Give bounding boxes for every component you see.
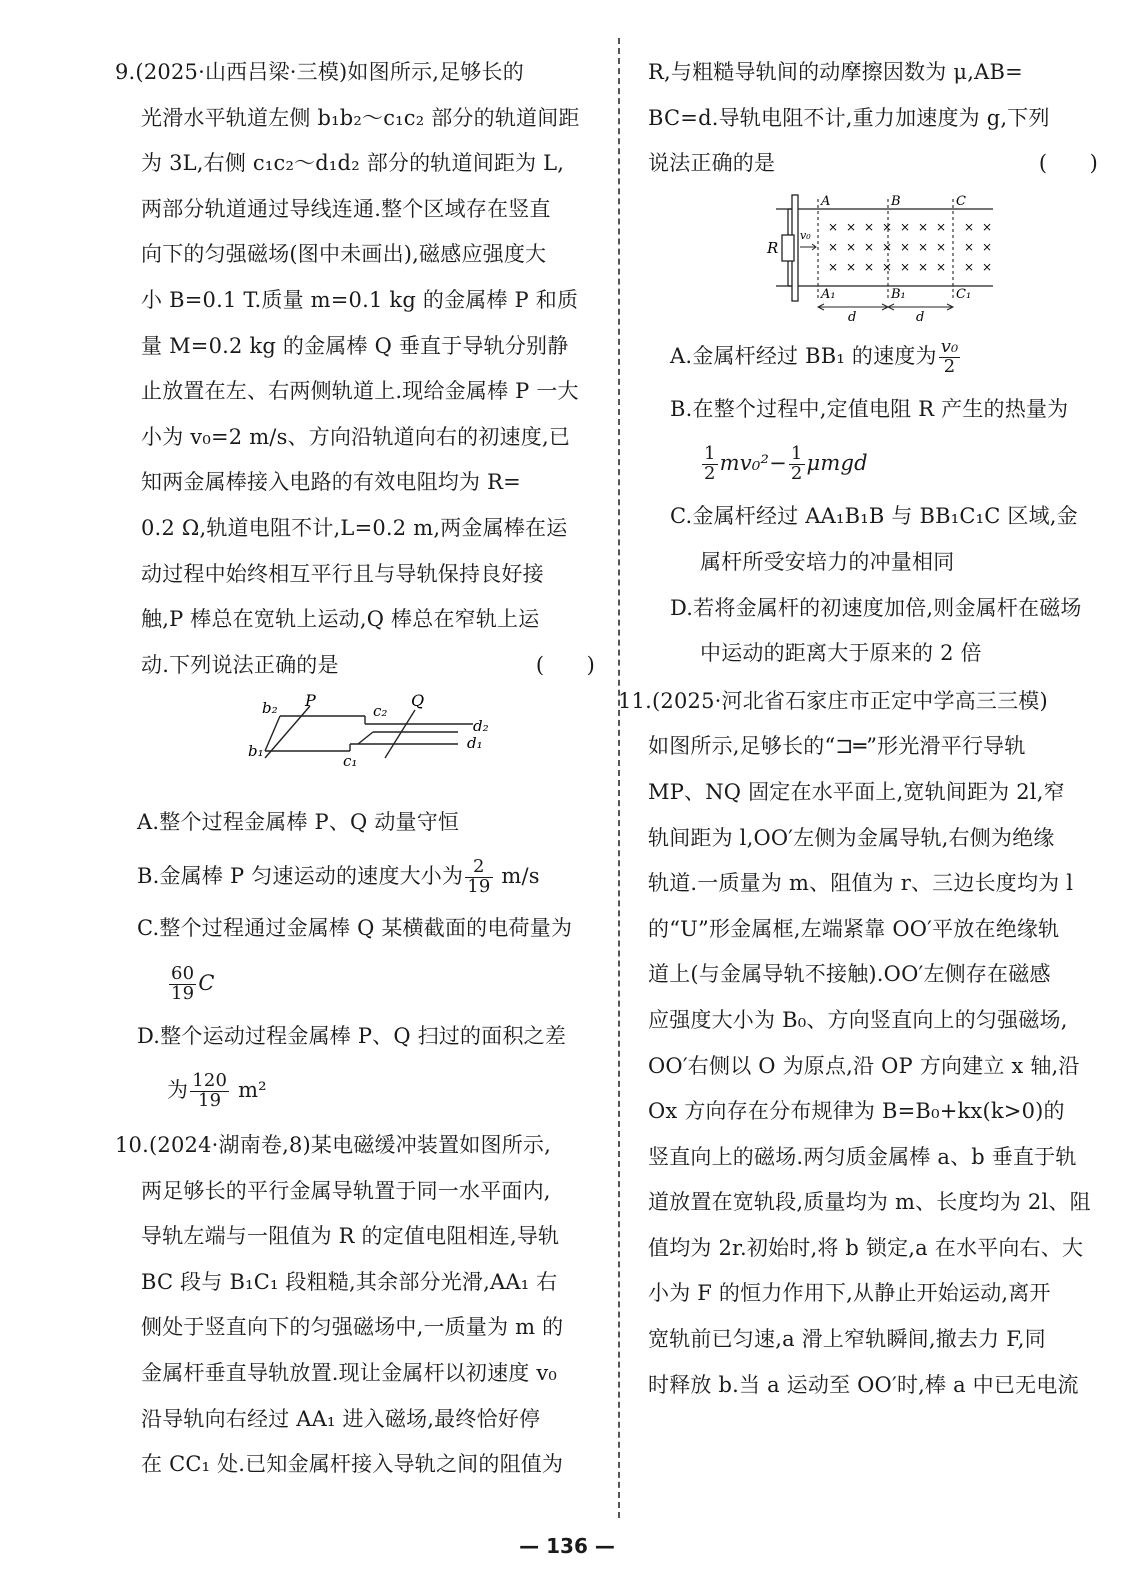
q9-line: 向下的匀强磁场(图中未画出),磁感应强度大: [141, 242, 547, 267]
q10-line: 沿导轨向右经过 AA₁ 进入磁场,最终恰好停: [141, 1406, 541, 1431]
q9-option-b-text: B.金属棒 P 匀速运动的速度大小为: [137, 863, 464, 888]
left-column: [115, 50, 605, 1488]
label-v0: v₀: [800, 228, 811, 242]
q11-line: 11.(2025·河北省石家庄市正定中学高三三模): [618, 688, 1048, 713]
q9-line: 为 3L,右侧 c₁c₂～d₁d₂ 部分的轨道间距为 L,: [141, 151, 565, 176]
q10-line: 两足够长的平行金属导轨置于同一水平面内,: [141, 1178, 551, 1203]
q11-line: 时释放 b.当 a 运动至 OO′时,棒 a 中已无电流: [648, 1372, 1079, 1397]
field-cross: ×: [882, 239, 893, 254]
label-c2: c₂: [373, 702, 388, 721]
fraction: $\frac{\text{v₀}}{2}$: [940, 335, 959, 377]
q10-line: [648, 141, 1108, 187]
field-cross: ×: [982, 239, 993, 254]
fraction: $\frac{1}{2}$: [790, 443, 803, 485]
field-cross: ×: [864, 259, 875, 274]
q9-line: 止放置在左、右两侧轨道上.现给金属棒 P 一大: [141, 379, 579, 404]
q9-line: 小为 v₀=2 m/s、方向沿轨道向右的初速度,已: [141, 424, 571, 449]
fraction: $\frac{2}{19}$: [467, 856, 491, 897]
field-cross: ×: [982, 219, 993, 234]
fraction: $\frac{1}{2}$: [704, 443, 716, 485]
q9-line: 触,P 棒总在宽轨上运动,Q 棒总在窄轨上运: [141, 607, 540, 632]
unit: m/s: [501, 863, 540, 888]
q9-line: 光滑水平轨道左侧 b₁b₂～c₁c₂ 部分的轨道间距: [141, 105, 580, 130]
q9-option-a: A.整个过程金属棒 P、Q 动量守恒: [137, 810, 460, 835]
q11-line: Ox 方向存在分布规律为 B=B₀+kx(k>0)的: [648, 1099, 1065, 1124]
question-10-continued: [648, 50, 1108, 677]
field-cross: ×: [828, 219, 839, 234]
q10-option-a-text: A.金属杆经过 BB₁ 的速度为: [670, 343, 937, 368]
label-A: A: [821, 193, 831, 209]
label-C: C: [956, 193, 966, 209]
q10-line: 金属杆垂直导轨放置.现让金属杆以初速度 v₀: [141, 1361, 558, 1386]
q11-line: MP、NQ 固定在水平面上,宽轨间距为 2l,窄: [648, 779, 1065, 804]
q9-option-b: [115, 846, 605, 906]
field-cross: ×: [936, 259, 947, 274]
page-number: — 136 —: [519, 1534, 615, 1558]
q10-line: BC 段与 B₁C₁ 段粗糙,其余部分光滑,AA₁ 右: [141, 1269, 558, 1294]
q9-line: 0.2 Ω,轨道电阻不计,L=0.2 m,两金属棒在运: [141, 515, 568, 540]
magnetic-field-crosses: [828, 220, 992, 274]
q11-line: 应强度大小为 B₀、方向竖直向上的匀强磁场,: [648, 1007, 1068, 1032]
q11-line: 小为 F 的恒力作用下,从静止开始运动,离开: [648, 1281, 1051, 1306]
q11-line: OO′右侧以 O 为原点,沿 OP 方向建立 x 轴,沿: [648, 1053, 1080, 1078]
q9-option-d: D.整个运动过程金属棒 P、Q 扫过的面积之差: [137, 1023, 567, 1048]
field-cross: ×: [846, 219, 857, 234]
q9-line: [115, 643, 605, 689]
fraction: $\frac{60}{19}$: [171, 962, 195, 1004]
label-d1: d₁: [467, 734, 483, 753]
label-b1: b₁: [248, 742, 264, 761]
field-cross: ×: [900, 259, 911, 274]
q11-line: 如图所示,足够长的“⊐═”形光滑平行导轨: [648, 734, 1026, 759]
q10-line: R,与粗糙导轨间的动摩擦因数为 μ,AB=: [648, 60, 1023, 84]
q9-line: 两部分轨道通过导线连通.整个区域存在竖直: [141, 196, 551, 221]
q10-line: 在 CC₁ 处.已知金属杆接入导轨之间的阻值为: [141, 1452, 564, 1477]
q10-line: 侧处于竖直向下的匀强磁场中,一质量为 m 的: [141, 1315, 564, 1340]
expression: mv₀²−: [719, 451, 787, 476]
field-cross: ×: [828, 239, 839, 254]
field-cross: ×: [936, 239, 947, 254]
label-d2: d₂: [473, 717, 489, 736]
field-cross: ×: [846, 259, 857, 274]
fraction: $\frac{120}{19}$: [192, 1070, 228, 1112]
q10-option-c-cont: 属杆所受安培力的冲量相同: [700, 549, 955, 574]
q11-line: 道上(与金属导轨不接触).OO′左侧存在磁感: [648, 962, 1051, 987]
q10-option-b: B.在整个过程中,定值电阻 R 产生的热量为: [670, 396, 1069, 421]
field-cross: ×: [918, 239, 929, 254]
question-9: [115, 50, 605, 1121]
q11-line: 的“U”形金属框,左端紧靠 OO′平放在绝缘轨: [648, 916, 1060, 941]
field-cross: ×: [882, 259, 893, 274]
answer-paren: ( ): [1038, 151, 1098, 176]
q10-line: 导轨左端与一阻值为 R 的定值电阻相连,导轨: [141, 1224, 560, 1249]
q11-line: 轨间距为 l,OO′左侧为金属导轨,右侧为绝缘: [648, 825, 1055, 850]
q9-option-d-value: [115, 1059, 605, 1121]
question-11: [618, 679, 1108, 1409]
field-cross: ×: [828, 259, 839, 274]
label-B: B: [891, 193, 901, 209]
label-c1: c₁: [343, 752, 358, 771]
field-cross: ×: [964, 219, 975, 234]
field-cross: ×: [900, 239, 911, 254]
q10-option-d: D.若将金属杆的初速度加倍,则金属杆在磁场: [670, 595, 1082, 620]
label-Q: Q: [411, 691, 425, 711]
label-d: d: [848, 309, 857, 325]
q10-line: BC=d.导轨电阻不计,重力加速度为 g,下列: [648, 105, 1050, 130]
q9-rail-diagram: [115, 688, 605, 800]
q9-option-c-value: [115, 952, 605, 1014]
label-d: d: [916, 309, 925, 325]
field-cross: ×: [982, 259, 993, 274]
field-cross: ×: [864, 219, 875, 234]
label-P: P: [305, 691, 316, 711]
label-R: R: [767, 238, 779, 257]
field-cross: ×: [882, 219, 893, 234]
field-cross: ×: [900, 219, 911, 234]
field-cross: ×: [936, 219, 947, 234]
field-cross: ×: [964, 259, 975, 274]
answer-paren: ( ): [535, 652, 595, 677]
q11-line: 宽轨前已匀速,a 滑上窄轨瞬间,撤去力 F,同: [648, 1327, 1046, 1352]
q10-option-b-value: [648, 432, 1108, 494]
label-B1: B₁: [891, 286, 906, 302]
q10-field-svg: [648, 187, 1108, 325]
q10-line: 10.(2024·湖南卷,8)某电磁缓冲装置如图所示,: [115, 1133, 552, 1158]
q9-line: 小 B=0.1 T.质量 m=0.1 kg 的金属棒 P 和质: [141, 287, 579, 312]
q9-line: 知两金属棒接入电路的有效电阻均为 R=: [141, 470, 521, 495]
q11-line: 道放置在宽轨段,质量均为 m、长度均为 2l、阻: [648, 1190, 1091, 1215]
q11-line: 轨道.一质量为 m、阻值为 r、三边长度均为 l: [648, 871, 1074, 896]
label-C1: C₁: [956, 286, 972, 302]
q9-line: 9.(2025·山西吕梁·三模)如图所示,足够长的: [115, 60, 524, 84]
field-cross: ×: [918, 259, 929, 274]
question-10: [115, 1123, 605, 1488]
unit: m²: [238, 1078, 267, 1103]
field-cross: ×: [918, 219, 929, 234]
field-cross: ×: [964, 239, 975, 254]
q9-line: 量 M=0.2 kg 的金属棒 Q 垂直于导轨分别静: [141, 333, 569, 358]
q11-line: 值均为 2r.初始时,将 b 锁定,a 在水平向右、大: [648, 1235, 1084, 1260]
field-cross: ×: [864, 239, 875, 254]
q10-option-d-cont: 中运动的距离大于原来的 2 倍: [700, 641, 982, 666]
q10-stem-end: 说法正确的是: [648, 151, 776, 176]
q10-field-diagram: [648, 187, 1108, 325]
q11-line: 竖直向上的磁场.两匀质金属棒 a、b 垂直于轨: [648, 1144, 1077, 1169]
q10-option-a: [648, 325, 1108, 387]
q9-line: 动过程中始终相互平行且与导轨保持良好接: [141, 561, 544, 586]
q10-option-c: C.金属杆经过 AA₁B₁B 与 BB₁C₁C 区域,金: [670, 504, 1078, 529]
unit: C: [198, 970, 215, 995]
q9-stem-end: 动.下列说法正确的是: [141, 652, 339, 677]
right-column: [618, 50, 1108, 1408]
expression: μmgd: [806, 451, 868, 476]
q9-rail-svg: [115, 688, 605, 800]
q9-option-c: C.整个过程通过金属棒 Q 某横截面的电荷量为: [137, 915, 573, 940]
label-b2: b₂: [262, 699, 278, 718]
q9-option-d-text: 为: [167, 1078, 189, 1103]
label-A1: A₁: [821, 286, 836, 302]
field-cross: ×: [846, 239, 857, 254]
